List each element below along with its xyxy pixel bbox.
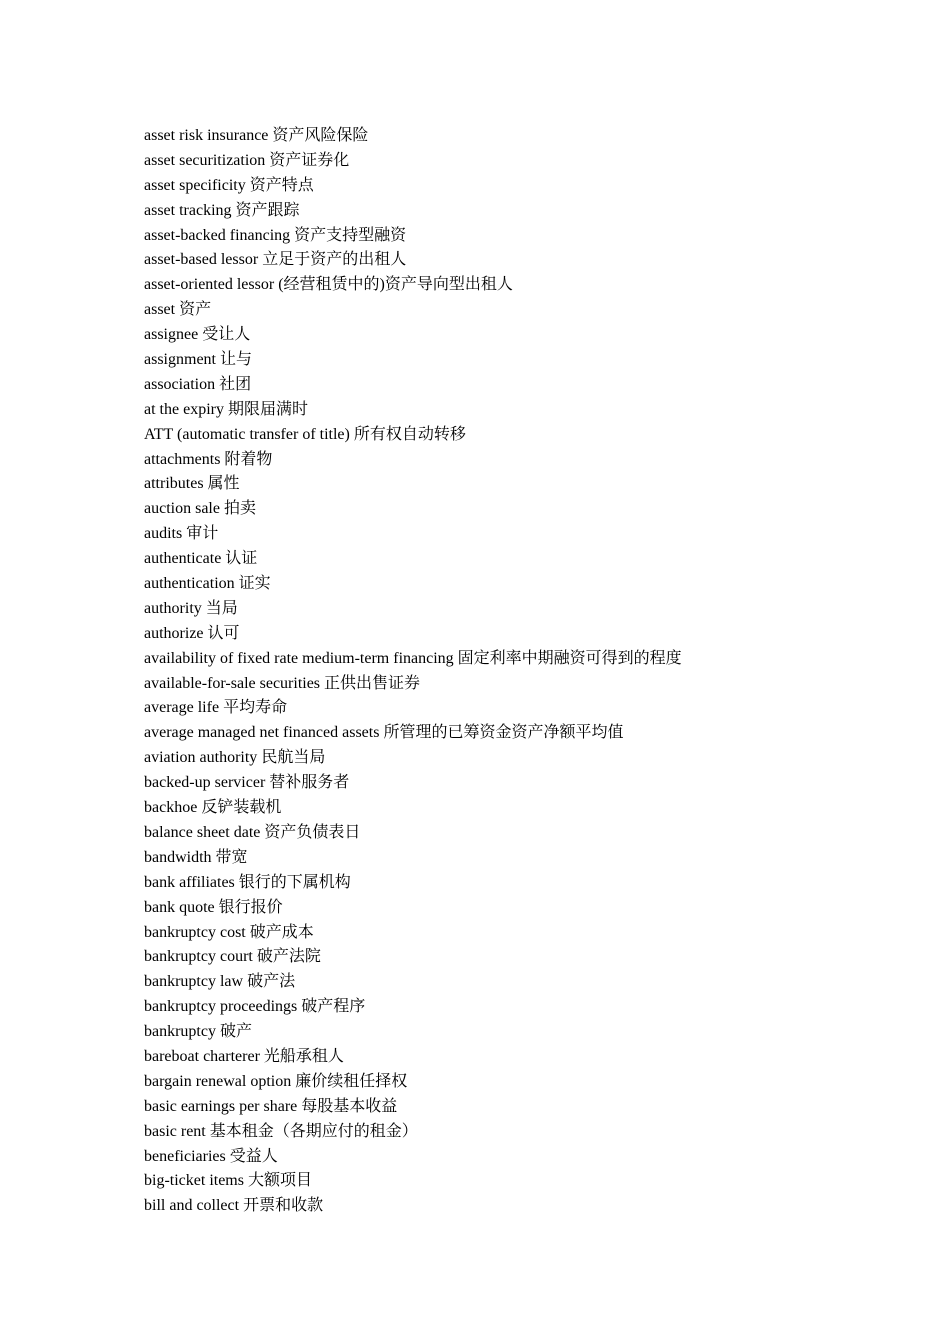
entry-translation: 银行的下属机构 [238,873,351,891]
glossary-entry [144,672,682,697]
entry-term: aviation authority [144,749,258,767]
entry-translation: 带宽 [215,848,248,866]
entry-translation: 资产特点 [249,176,314,194]
glossary-entry [144,199,682,224]
entry-translation: 银行报价 [218,898,283,916]
entry-translation: 固定利率中期融资可得到的程度 [457,649,682,667]
entry-translation: 破产法院 [256,948,321,966]
glossary-entry [144,696,682,721]
glossary-entry [144,547,682,572]
glossary-entry [144,846,682,871]
entry-translation: 大额项目 [247,1172,312,1190]
glossary-entry [144,1045,682,1070]
glossary-entry [144,995,682,1020]
glossary-entry [144,323,682,348]
entry-translation: 资产证券化 [269,151,350,169]
glossary-entry [144,423,682,448]
glossary-entry [144,497,682,522]
glossary-entry [144,746,682,771]
entry-term: ATT (automatic transfer of title) [144,425,350,443]
entry-term: authentication [144,575,235,593]
glossary-entry [144,1145,682,1170]
entry-translation: 破产程序 [301,998,366,1016]
glossary-list [144,124,682,1219]
entry-translation: 正供出售证券 [324,674,421,692]
glossary-entry [144,1095,682,1120]
entry-term: basic rent [144,1122,206,1140]
entry-translation: 当局 [205,599,238,617]
entry-translation: 民航当局 [261,749,326,767]
entry-translation: 期限届满时 [227,400,308,418]
entry-translation: 资产负债表日 [264,823,361,841]
entry-term: bankruptcy proceedings [144,998,298,1016]
entry-translation: 平均寿命 [223,699,288,717]
entry-translation: 证实 [238,575,271,593]
entry-translation: 受让人 [202,326,251,344]
glossary-entry [144,597,682,622]
entry-term: audits [144,525,183,543]
glossary-entry [144,647,682,672]
entry-term: asset-based lessor [144,251,259,269]
entry-term: bill and collect [144,1197,240,1215]
entry-term: assignment [144,351,216,369]
entry-term: beneficiaries [144,1147,226,1165]
entry-term: bankruptcy court [144,948,253,966]
entry-term: assignee [144,326,199,344]
entry-term: big-ticket items [144,1172,244,1190]
entry-term: authority [144,599,202,617]
entry-translation: 受益人 [229,1147,278,1165]
entry-term: asset securitization [144,151,266,169]
glossary-entry [144,373,682,398]
entry-translation: 所管理的已筹资金资产净额平均值 [383,724,624,742]
glossary-entry [144,298,682,323]
glossary-entry [144,472,682,497]
entry-translation: 社团 [219,375,252,393]
glossary-entry [144,1020,682,1045]
entry-term: attributes [144,475,204,493]
glossary-entry [144,1169,682,1194]
glossary-entry [144,921,682,946]
entry-term: backhoe [144,799,198,817]
entry-term: association [144,375,216,393]
entry-term: backed-up servicer [144,774,266,792]
entry-translation: 破产法 [247,973,296,991]
entry-translation: 所有权自动转移 [353,425,466,443]
entry-translation: 资产支持型融资 [294,226,407,244]
entry-translation: 审计 [186,525,219,543]
entry-translation: 光船承租人 [263,1047,344,1065]
entry-translation: 破产成本 [249,923,314,941]
glossary-entry [144,970,682,995]
glossary-entry [144,1120,682,1145]
entry-translation: 资产风险保险 [272,127,369,144]
entry-term: asset-oriented lessor [144,276,275,294]
glossary-entry [144,771,682,796]
glossary-entry [144,398,682,423]
entry-term: availability of fixed rate medium-term financing [144,649,454,667]
entry-term: bankruptcy [144,1023,216,1041]
entry-translation: 拍卖 [223,500,256,518]
entry-translation: 廉价续租任择权 [295,1072,408,1090]
glossary-entry [144,796,682,821]
glossary-entry [144,721,682,746]
glossary-entry [144,821,682,846]
entry-translation: 认证 [225,550,258,568]
entry-term: bank affiliates [144,873,235,891]
entry-translation: 让与 [220,351,253,369]
entry-term: balance sheet date [144,823,261,841]
glossary-entry [144,1070,682,1095]
entry-term: at the expiry [144,400,224,418]
entry-term: asset specificity [144,176,246,194]
entry-term: available-for-sale securities [144,674,321,692]
entry-translation: 附着物 [224,450,273,468]
entry-term: authorize [144,624,204,642]
entry-translation: 立足于资产的出租人 [262,251,407,269]
entry-term: asset [144,301,176,319]
entry-term: bankruptcy law [144,973,244,991]
entry-term: attachments [144,450,221,468]
glossary-entry [144,945,682,970]
glossary-entry [144,522,682,547]
entry-translation: 开票和收款 [243,1197,324,1215]
entry-term: average managed net financed assets [144,724,380,742]
glossary-entry [144,1194,682,1219]
entry-translation: 基本租金（各期应付的租金） [209,1122,418,1140]
entry-term: auction sale [144,500,220,518]
entry-term: bareboat charterer [144,1047,260,1065]
entry-translation: 资产 [179,301,212,319]
glossary-entry [144,448,682,473]
glossary-entry [144,248,682,273]
entry-term: bank quote [144,898,215,916]
entry-term: bankruptcy cost [144,923,246,941]
entry-translation: 资产跟踪 [235,201,300,219]
entry-translation: 属性 [207,475,240,493]
entry-translation: (经营租赁中的)资产导向型出租人 [278,276,513,294]
glossary-entry [144,572,682,597]
glossary-entry [144,149,682,174]
entry-translation: 认可 [207,624,240,642]
entry-term: asset risk insurance [144,127,269,144]
entry-translation: 反铲装载机 [201,799,282,817]
glossary-entry [144,224,682,249]
glossary-entry [144,896,682,921]
entry-term: asset tracking [144,201,232,219]
entry-term: basic earnings per share [144,1097,298,1115]
entry-translation: 破产 [219,1023,252,1041]
entry-term: asset-backed financing [144,226,291,244]
entry-term: bandwidth [144,848,212,866]
glossary-entry [144,622,682,647]
glossary-entry [144,273,682,298]
entry-term: authenticate [144,550,222,568]
glossary-entry [144,174,682,199]
entry-translation: 替补服务者 [269,774,350,792]
entry-term: average life [144,699,220,717]
glossary-entry [144,124,682,149]
entry-translation: 每股基本收益 [301,1097,398,1115]
entry-term: bargain renewal option [144,1072,292,1090]
glossary-entry [144,871,682,896]
glossary-entry [144,348,682,373]
